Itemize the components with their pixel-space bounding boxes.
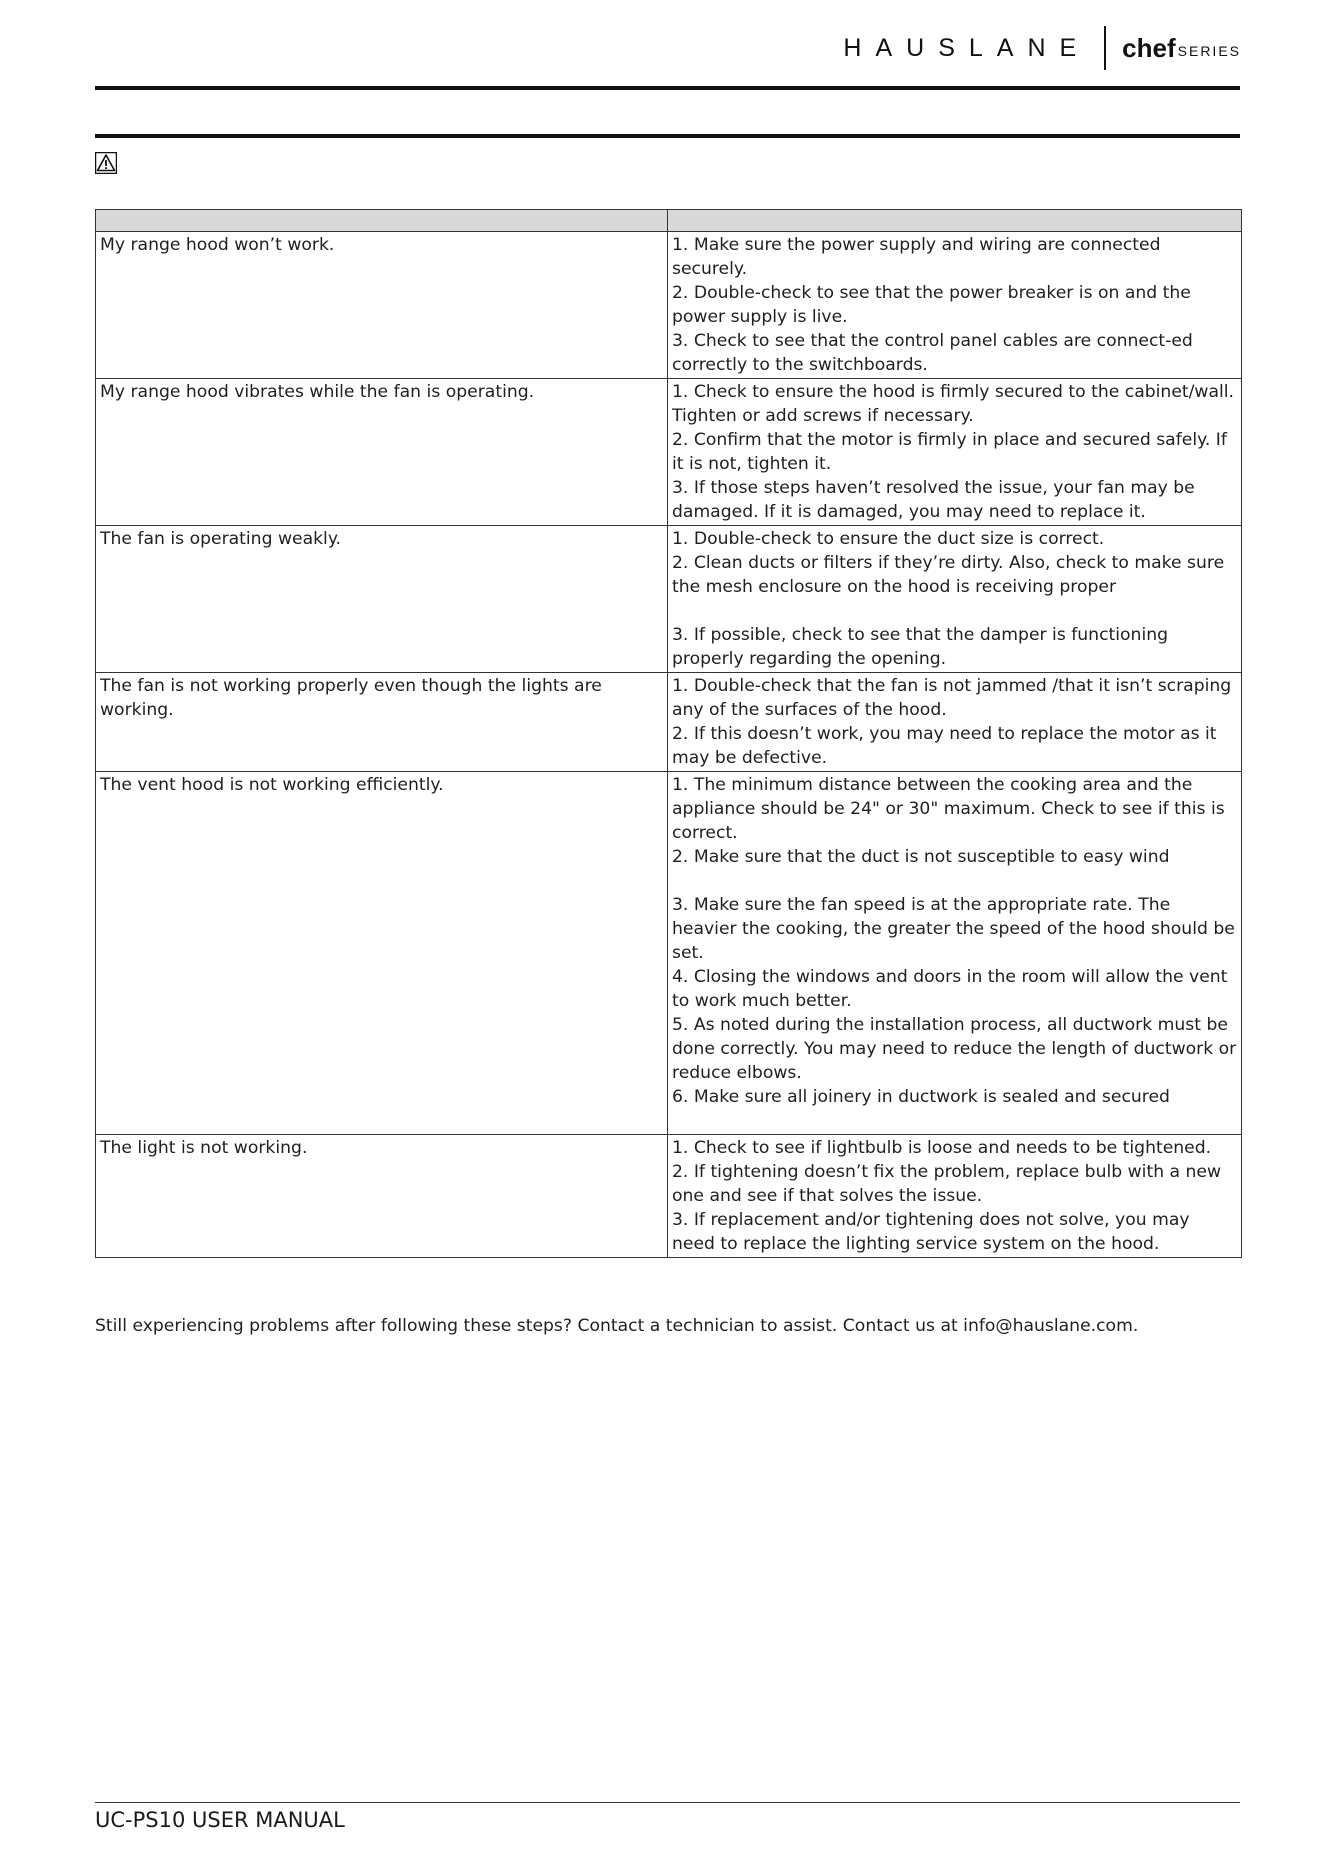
solution-step: 2. Confirm that the motor is firmly in place and secured safely. If it is not, tighten it. [672,430,1227,474]
problem-cell: The vent hood is not working efficiently. [96,772,668,1135]
solution-step: 3. Check to see that the control panel cables are connect-ed correctly to the switchboards. [672,331,1193,375]
solution-cell [668,673,1242,772]
table-row [96,232,1242,379]
manual-label: UC-PS10 USER MANUAL [95,1808,345,1832]
table-header-solution [668,210,1242,232]
solution-step: 2. If tightening doesn’t fix the problem, replace bulb with a new one and see if that solves the issue. [672,1162,1222,1206]
solution-step [672,869,1237,893]
solution-step: 3. If those steps haven’t resolved the issue, your fan may be damaged. If it is damaged, you may need to replace it. [672,478,1195,522]
solution-step: 4. Closing the windows and doors in the room will allow the vent to work much better. [672,967,1228,1011]
solution-step: 3. If possible, check to see that the damper is functioning properly regarding the opening. [672,625,1169,669]
brand-series: SERIES [1177,43,1241,59]
header-rule [95,86,1240,90]
solution-step: 2. Make sure that the duct is not susceptible to easy wind [672,847,1170,867]
table-row [96,673,1242,772]
solution-step: 1. Double-check that the fan is not jammed /that it isn’t scraping any of the surfaces of the hood. [672,676,1232,720]
brand-chef: chef [1122,32,1176,63]
solution-step [672,1109,1237,1133]
solution-step [672,599,1237,623]
table-header-row [96,210,1242,232]
problem-cell: The light is not working. [96,1135,668,1258]
solution-step: 6. Make sure all joinery in ductwork is sealed and secured [672,1087,1170,1107]
footer-rule [95,1802,1240,1803]
solution-step: 3. Make sure the fan speed is at the appropriate rate. The heavier the cooking, the greater the speed of the hood should be set. [672,895,1235,963]
solution-step: 5. As noted during the installation process, all ductwork must be done correctly. You may need to reduce the length of ductwork or reduce elbows. [672,1015,1237,1083]
solution-cell [668,379,1242,526]
solution-step: 1. The minimum distance between the cooking area and the appliance should be 24" or 30" maximum. Check to see if this is correct. [672,775,1225,843]
solution-cell [668,232,1242,379]
warning-triangle-icon [95,152,117,174]
problem-cell: My range hood vibrates while the fan is operating. [96,379,668,526]
brand-logo [843,26,1241,70]
table-row [96,772,1242,1135]
brand-name: HAUSLANE [843,33,1091,62]
troubleshooting-table [95,209,1242,1258]
solution-cell [668,1135,1242,1258]
support-note: Still experiencing problems after following these steps? Contact a technician to assist. Contact us at info@hauslane.com. [95,1316,1139,1336]
problem-cell: My range hood won’t work. [96,232,668,379]
solution-step: 2. Double-check to see that the power breaker is on and the power supply is live. [672,283,1191,327]
solution-step: 1. Double-check to ensure the duct size is correct. [672,529,1105,549]
solution-step: 1. Make sure the power supply and wiring are connected securely. [672,235,1161,279]
solution-step: 1. Check to see if lightbulb is loose and needs to be tightened. [672,1138,1212,1158]
section-rule [95,134,1240,138]
solution-step: 1. Check to ensure the hood is firmly secured to the cabinet/wall. Tighten or add screws if necessary. [672,382,1235,426]
problem-cell: The fan is not working properly even though the lights are working. [96,673,668,772]
problem-cell: The fan is operating weakly. [96,526,668,673]
table-row [96,526,1242,673]
solution-step: 2. If this doesn’t work, you may need to replace the motor as it may be defective. [672,724,1217,768]
solution-cell [668,772,1242,1135]
solution-step: 3. If replacement and/or tightening does not solve, you may need to replace the lighting service system on the hood. [672,1210,1190,1254]
table-row [96,379,1242,526]
solution-step: 2. Clean ducts or filters if they’re dirty. Also, check to make sure the mesh enclosure on the hood is receiving proper [672,553,1225,597]
solution-cell [668,526,1242,673]
brand-divider [1104,26,1106,70]
table-header-problem [96,210,668,232]
table-row [96,1135,1242,1258]
